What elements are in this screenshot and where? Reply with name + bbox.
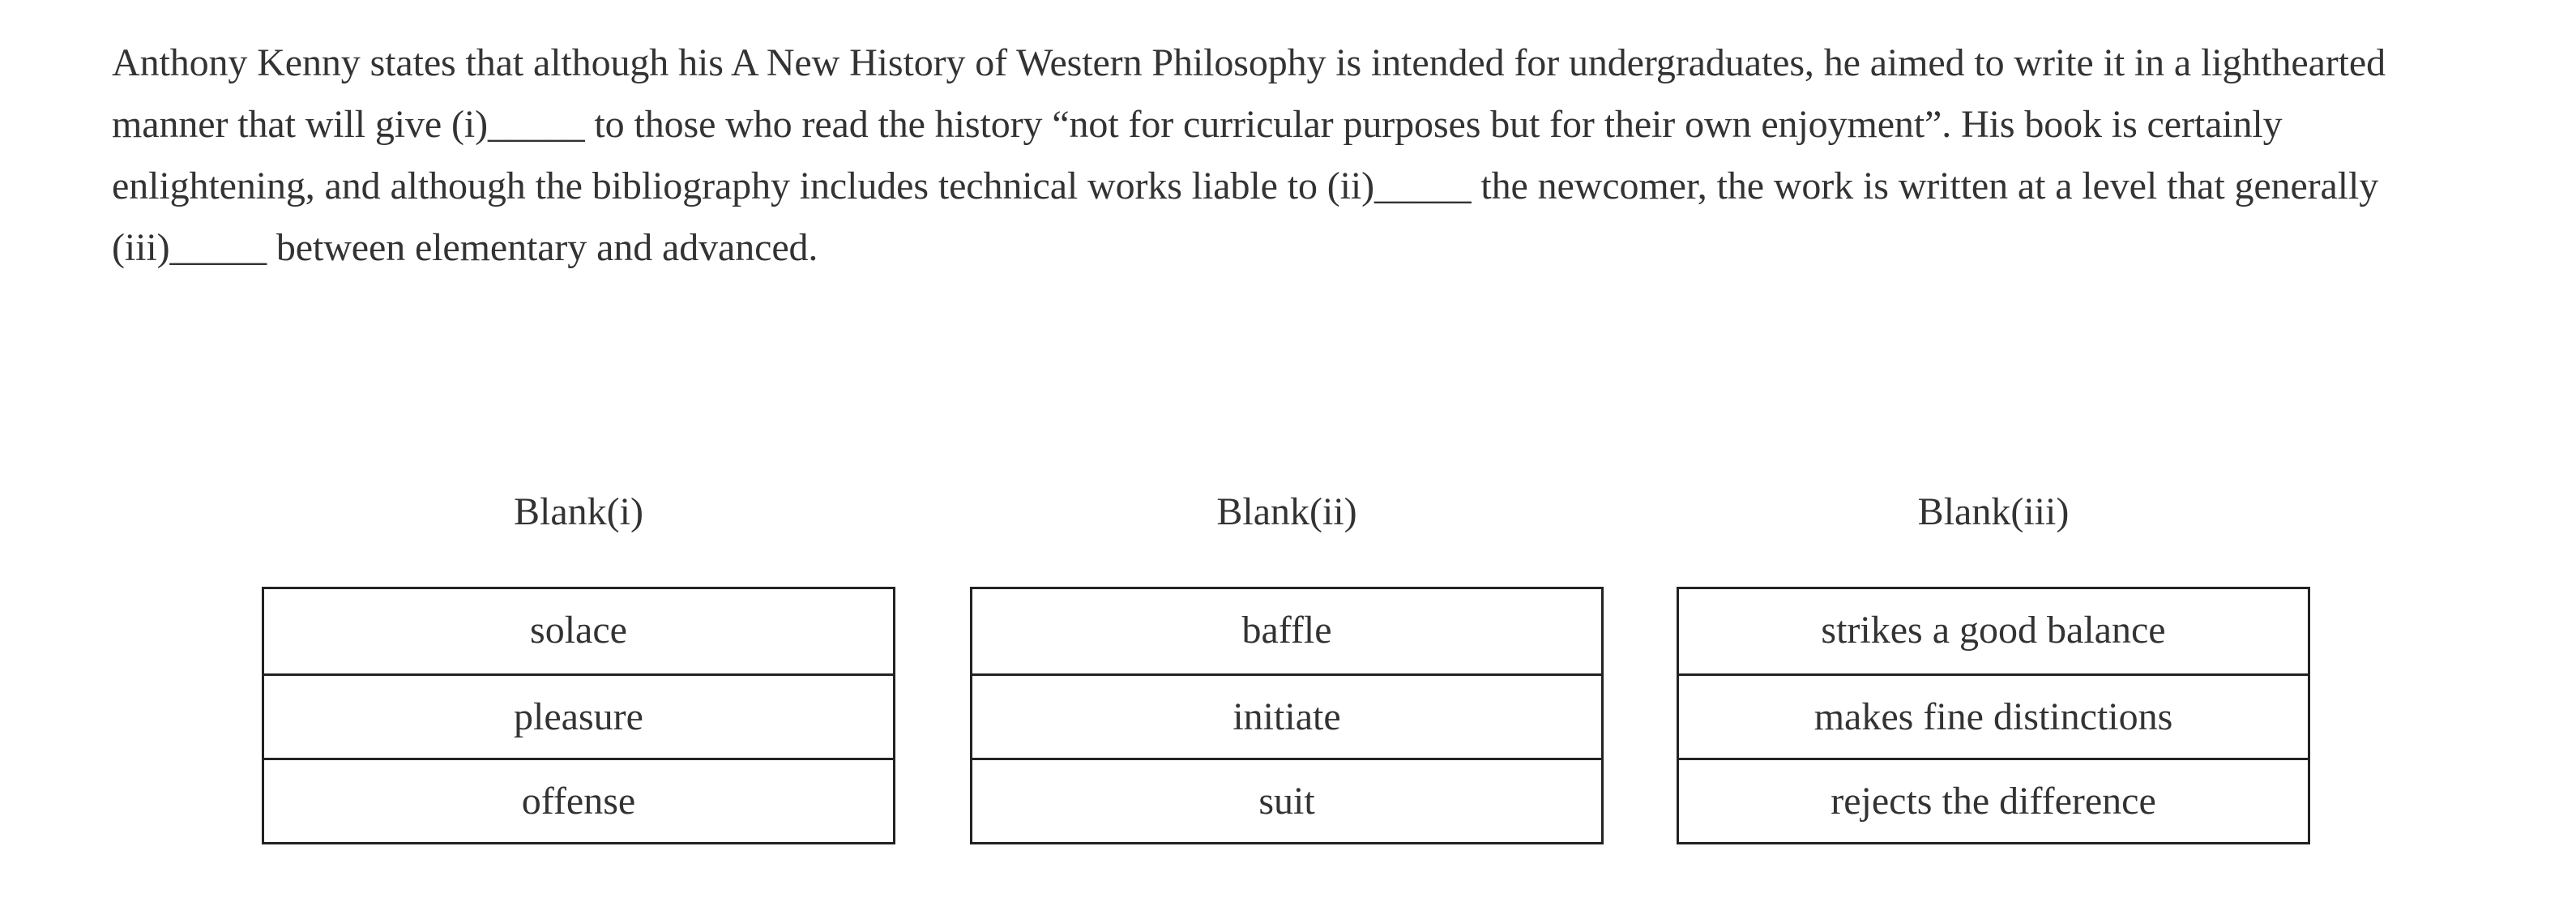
- blank-ii-option-initiate[interactable]: initiate: [972, 673, 1601, 758]
- blank-ii-option-suit[interactable]: suit: [972, 758, 1601, 842]
- blank-ii-column: [970, 480, 1604, 844]
- question-passage: Anthony Kenny states that although his A New History of Western Philosophy is intended for undergraduates, he aimed to write it in a lighthearted manner that will give (i)_____ to those who read the history “not for curricular purposes but for their own enjoyment”. His book is certainly enlightening, and although the bibliography includes technical works liable to (ii)_____ the newcomer, the work is written at a level that generally (iii)_____ between elementary and advanced.: [112, 41, 2386, 269]
- blank-ii-option-baffle[interactable]: baffle: [1241, 609, 1332, 652]
- blank-ii-header: Blank(ii): [1216, 490, 1357, 533]
- blank-iii-option-strikes-balance[interactable]: strikes a good balance: [1821, 609, 2166, 652]
- blank-iii-option-fine-distinctions[interactable]: makes fine distinctions: [1679, 673, 2308, 758]
- blank-i-header: Blank(i): [514, 490, 643, 533]
- blank-iii-header: Blank(iii): [1917, 490, 2070, 533]
- blank-i-column: [262, 480, 895, 844]
- blank-i-option-solace[interactable]: solace: [530, 609, 627, 652]
- blank-i-option-offense[interactable]: offense: [264, 758, 893, 842]
- blank-iii-column: [1677, 480, 2310, 844]
- blank-ii-options: [970, 587, 1604, 844]
- blank-i-options: [262, 587, 895, 844]
- blank-i-option-pleasure[interactable]: pleasure: [264, 673, 893, 758]
- blank-iii-option-rejects-difference[interactable]: rejects the difference: [1679, 758, 2308, 842]
- blank-iii-options: [1677, 587, 2310, 844]
